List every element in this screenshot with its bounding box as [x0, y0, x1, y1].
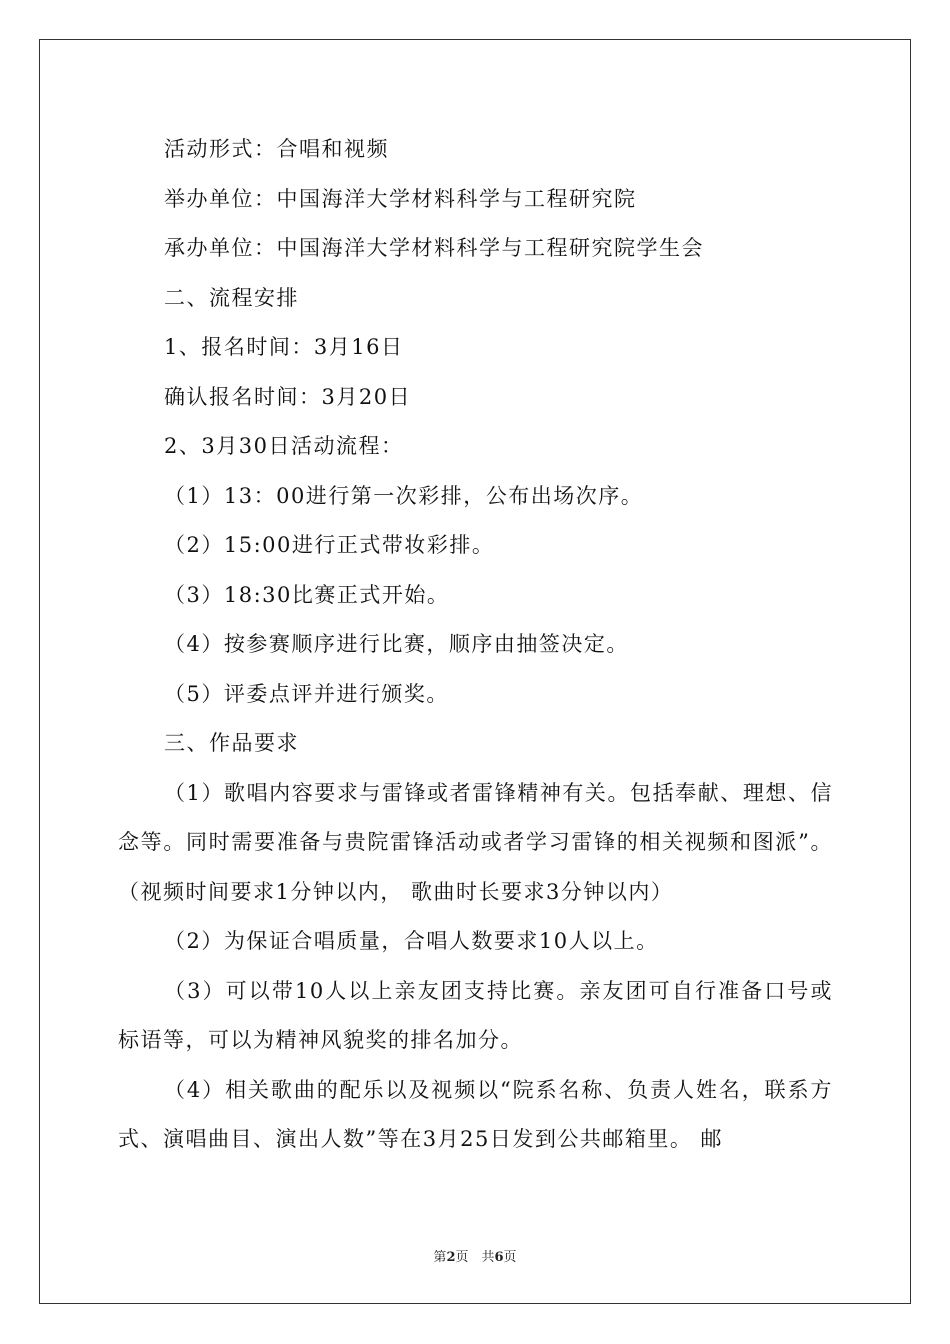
section-heading-requirements: 三、作品要求 [164, 731, 299, 755]
paragraph-host: 承办单位：中国海洋大学材料科学与工程研究院学生会 [164, 236, 704, 260]
paragraph-organizer: 举办单位：中国海洋大学材料科学与工程研究院 [164, 186, 637, 211]
list-item-flow-3: （3）18:30比赛正式开始。 [164, 582, 450, 607]
footer-prefix: 第 [433, 1250, 447, 1265]
list-item-flow-2: （2）15:00进行正式带妆彩排。 [164, 533, 495, 557]
requirement-2: （2）为保证合唱质量，合唱人数要求10人以上。 [164, 929, 659, 953]
document-body [118, 125, 833, 1165]
footer-current-page: 2 [446, 1250, 456, 1265]
list-item-flow-1: （1）13：00进行第一次彩排，公布出场次序。 [164, 483, 644, 508]
footer-mid: 页 共 [455, 1250, 495, 1265]
requirement-4: （4）相关歌曲的配乐以及视频以“院系名称、负责人姓名，联系方式、演唱曲目、演出人数”等在3月25日发到公共邮箱里。 邮 [118, 1077, 833, 1151]
paragraph-event-flow: 2、3月30日活动流程： [164, 434, 404, 458]
footer-suffix: 页 [503, 1250, 517, 1265]
paragraph-registration-time: 1、报名时间：3月16日 [164, 335, 404, 359]
page-number-footer [0, 1246, 950, 1265]
paragraph-activity-form: 活动形式：合唱和视频 [164, 137, 389, 161]
list-item-flow-4: （4）按参赛顺序进行比赛，顺序由抽签决定。 [164, 632, 629, 656]
footer-total-pages: 6 [494, 1250, 504, 1265]
requirement-3: （3）可以带10人以上亲友团支持比赛。亲友团可自行准备口号或标语等，可以为精神风貌奖的排名加分。 [118, 978, 833, 1052]
section-heading-schedule: 二、流程安排 [164, 285, 299, 310]
requirement-1: （1）歌唱内容要求与雷锋或者雷锋精神有关。包括奉献、理想、信念等。同时需要准备与贵院雷锋活动或者学习雷锋的相关视频和图派”。（视频时间要求1分钟以内， 歌曲时长要求3分钟以内） [118, 780, 833, 904]
paragraph-confirm-time: 确认报名时间：3月20日 [164, 384, 412, 409]
list-item-flow-5: （5）评委点评并进行颁奖。 [164, 681, 449, 706]
